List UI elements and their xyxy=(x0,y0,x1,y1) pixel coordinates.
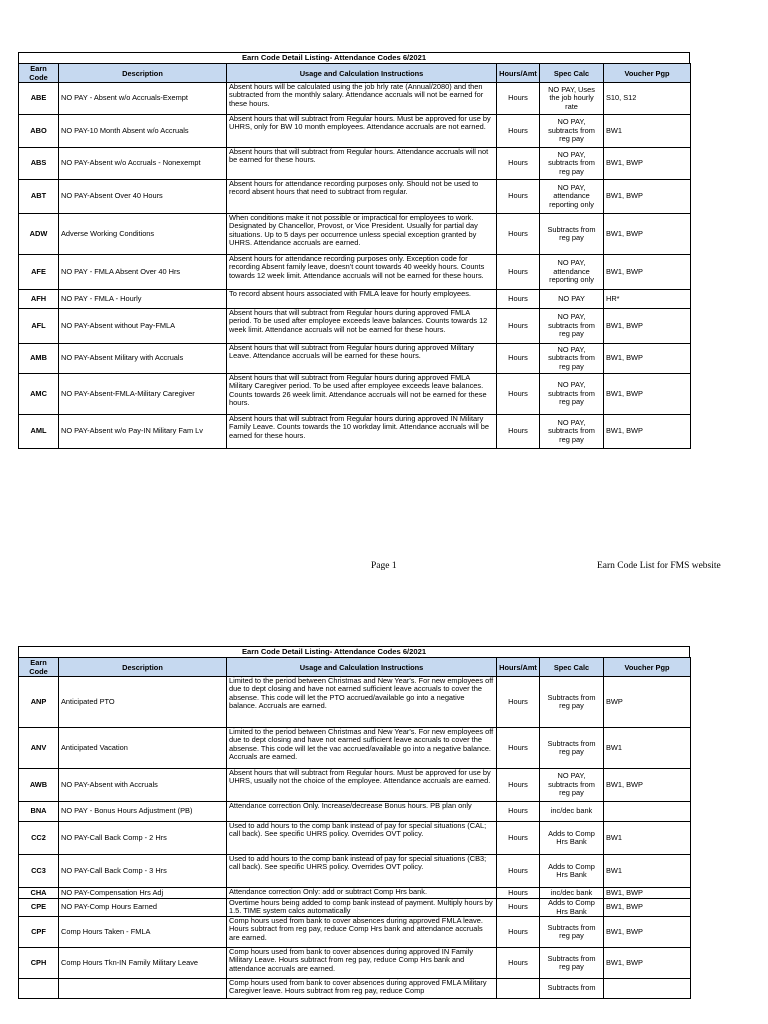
earn-code-cell xyxy=(19,979,59,999)
earn-code-cell: AWB xyxy=(19,769,59,802)
usage-cell: Attendance correction Only. Increase/decrease Bonus hours. PB plan only xyxy=(227,802,497,822)
voucher-cell: S10, S12 xyxy=(604,83,691,115)
hours-amt-cell: Hours xyxy=(497,148,540,180)
hours-amt-cell: Hours xyxy=(497,822,540,855)
earn-code-cell: ANV xyxy=(19,728,59,769)
earn-code-cell: CPE xyxy=(19,899,59,917)
table-row xyxy=(19,148,691,180)
spec-calc-cell: Adds to Comp Hrs Bank xyxy=(540,899,604,917)
usage-cell: Used to add hours to the comp bank instead of pay for special situations (CB3; call back). See specific UHRS policy. Overrides OVT policy. xyxy=(227,855,497,888)
table-row xyxy=(19,309,691,344)
usage-cell: Used to add hours to the comp bank instead of pay for special situations (CAL; call back). See specific UHRS policy. Overrides OVT policy. xyxy=(227,822,497,855)
hours-amt-cell xyxy=(497,979,540,999)
earn-code-cell: ADW xyxy=(19,214,59,255)
voucher-cell: BW1 xyxy=(604,855,691,888)
earn-code-cell: BNA xyxy=(19,802,59,822)
description-cell xyxy=(59,979,227,999)
spec-calc-cell: Subtracts from xyxy=(540,979,604,999)
col-header-voucher-pgp: Voucher Pgp xyxy=(604,64,691,83)
earn-code-table xyxy=(18,63,691,449)
usage-cell: Absent hours that will subtract from Regular hours during approved FMLA Military Caregiver period. To be used after employee exceeds leave balances. Counts towards 26 week limit. Attendance accruals will not be earned for these hours. xyxy=(227,374,497,415)
usage-cell: When conditions make it not possible or impractical for employees to work. Designated by Chancellor, Provost, or Vice President. Usually for partial day situations. Up to 5 days per occurrence unless special exception granted by UHRS. Attendance accruals are earned. xyxy=(227,214,497,255)
usage-cell: Absent hours that will subtract from Regular hours during approved Military Leave. Attendance accruals will be earned for these hours. xyxy=(227,344,497,374)
earn-code-cell: AMB xyxy=(19,344,59,374)
description-cell: Comp Hours Taken - FMLA xyxy=(59,917,227,948)
spec-calc-cell: Adds to Comp Hrs Bank xyxy=(540,822,604,855)
table-sheet-1 xyxy=(18,52,690,449)
description-cell: NO PAY-Absent w/o Pay-IN Military Fam Lv xyxy=(59,415,227,449)
voucher-cell xyxy=(604,979,691,999)
earn-code-cell: AFE xyxy=(19,255,59,290)
table-row xyxy=(19,374,691,415)
usage-cell: Absent hours that will subtract from Regular hours. Must be approved for use by UHRS, usually not the choice of the employee. Attendance accruals are earned. xyxy=(227,769,497,802)
col-header-spec-calc: Spec Calc xyxy=(540,64,604,83)
description-cell: NO PAY-Absent Military with Accruals xyxy=(59,344,227,374)
usage-cell: Comp hours used from bank to cover absences during approved FMLA Military Caregiver leave. Hours subtract from reg pay, reduce Comp xyxy=(227,979,497,999)
earn-code-cell: AML xyxy=(19,415,59,449)
earn-code-cell: CPF xyxy=(19,917,59,948)
col-header-hours-amt: Hours/Amt xyxy=(497,64,540,83)
col-header-spec-calc: Spec Calc xyxy=(540,658,604,677)
table-row xyxy=(19,802,691,822)
earn-code-cell: ANP xyxy=(19,677,59,728)
usage-cell: Absent hours that will subtract from Regular hours during approved IN Military Family Leave. Counts towards the 10 workday limit. Attendance accruals will be earned for these hours. xyxy=(227,415,497,449)
voucher-cell: BW1, BWP xyxy=(604,917,691,948)
hours-amt-cell: Hours xyxy=(497,728,540,769)
hours-amt-cell: Hours xyxy=(497,115,540,148)
voucher-cell: BW1 xyxy=(604,728,691,769)
hours-amt-cell: Hours xyxy=(497,83,540,115)
spec-calc-cell: NO PAY, subtracts from reg pay xyxy=(540,115,604,148)
table-row xyxy=(19,344,691,374)
description-cell: Anticipated PTO xyxy=(59,677,227,728)
voucher-cell: BW1, BWP xyxy=(604,415,691,449)
description-cell: NO PAY - FMLA Absent Over 40 Hrs xyxy=(59,255,227,290)
hours-amt-cell: Hours xyxy=(497,677,540,728)
table-row xyxy=(19,290,691,309)
hours-amt-cell: Hours xyxy=(497,769,540,802)
usage-cell: Limited to the period between Christmas and New Year's. For new employees off due to dept closing and have not earned sufficient leave accruals to cover the absense. This code will let the PTO accrued/available go into a negative balance. Accruals are earned. xyxy=(227,677,497,728)
col-header-usage: Usage and Calculation Instructions xyxy=(227,658,497,677)
usage-cell: Absent hours that will subtract from Regular hours. Must be approved for use by UHRS, only for BW 10 month employees. Attendance accruals are not earned. xyxy=(227,115,497,148)
earn-code-cell: AFH xyxy=(19,290,59,309)
description-cell: Anticipated Vacation xyxy=(59,728,227,769)
earn-code-cell: CPH xyxy=(19,948,59,979)
usage-cell: Absent hours that will subtract from Regular hours. Attendance accruals will not be earned for these hours. xyxy=(227,148,497,180)
description-cell: NO PAY-Absent w/o Accruals - Nonexempt xyxy=(59,148,227,180)
usage-cell: To record absent hours associated with FMLA leave for hourly employees. xyxy=(227,290,497,309)
hours-amt-cell: Hours xyxy=(497,917,540,948)
voucher-cell: BW1 xyxy=(604,822,691,855)
earn-code-cell: ABO xyxy=(19,115,59,148)
voucher-cell: BW1, BWP xyxy=(604,769,691,802)
earn-code-cell: AFL xyxy=(19,309,59,344)
usage-cell: Limited to the period between Christmas and New Year's. For new employees off due to dept closing and have not earned sufficient leave accruals to cover the absense. This code will let the vac accrued/available go into a negative balance. Accruals are earned. xyxy=(227,728,497,769)
description-cell: NO PAY - Bonus Hours Adjustment (PB) xyxy=(59,802,227,822)
usage-cell: Comp hours used from bank to cover absences during approved IN Family Military Leave. Hours subtract from reg pay, reduce Comp Hrs bank and attendance accruals are earned. xyxy=(227,948,497,979)
earn-code-table xyxy=(18,657,691,999)
earn-code-cell: CHA xyxy=(19,888,59,899)
voucher-cell: BW1, BWP xyxy=(604,899,691,917)
spec-calc-cell: inc/dec bank xyxy=(540,802,604,822)
spec-calc-cell: Adds to Comp Hrs Bank xyxy=(540,855,604,888)
hours-amt-cell: Hours xyxy=(497,214,540,255)
earn-code-cell: ABS xyxy=(19,148,59,180)
earn-code-cell: CC2 xyxy=(19,822,59,855)
table-row xyxy=(19,917,691,948)
table-row xyxy=(19,677,691,728)
voucher-cell xyxy=(604,802,691,822)
earn-code-cell: ABT xyxy=(19,180,59,214)
hours-amt-cell: Hours xyxy=(497,290,540,309)
table-row xyxy=(19,728,691,769)
col-header-earn-code: Earn Code xyxy=(19,658,59,677)
description-cell: NO PAY-Comp Hours Earned xyxy=(59,899,227,917)
table-row xyxy=(19,180,691,214)
usage-cell: Absent hours for attendance recording purposes only. Exception code for recording Absent family leave, doesn't count towards 40 weekly hours. Counts towards 12 week limit. Attendance accruals will not be earned for these hours. xyxy=(227,255,497,290)
voucher-cell: HR* xyxy=(604,290,691,309)
table-row xyxy=(19,979,691,999)
description-cell: Adverse Working Conditions xyxy=(59,214,227,255)
footer-caption: Earn Code List for FMS website xyxy=(597,561,721,571)
table-title: Earn Code Detail Listing- Attendance Codes 6/2021 xyxy=(18,52,690,63)
spec-calc-cell: NO PAY, subtracts from reg pay xyxy=(540,344,604,374)
description-cell: NO PAY-Absent-FMLA-Military Caregiver xyxy=(59,374,227,415)
voucher-cell: BW1, BWP xyxy=(604,374,691,415)
hours-amt-cell: Hours xyxy=(497,344,540,374)
spec-calc-cell: Subtracts from reg pay xyxy=(540,917,604,948)
description-cell: NO PAY-Absent Over 40 Hours xyxy=(59,180,227,214)
header-row xyxy=(19,658,691,677)
voucher-cell: BW1, BWP xyxy=(604,888,691,899)
spec-calc-cell: NO PAY, subtracts from reg pay xyxy=(540,309,604,344)
description-cell: NO PAY-Call Back Comp - 3 Hrs xyxy=(59,855,227,888)
voucher-cell: BW1, BWP xyxy=(604,948,691,979)
spec-calc-cell: Subtracts from reg pay xyxy=(540,677,604,728)
spec-calc-cell: inc/dec bank xyxy=(540,888,604,899)
voucher-cell: BW1, BWP xyxy=(604,180,691,214)
voucher-cell: BW1, BWP xyxy=(604,344,691,374)
table-row xyxy=(19,255,691,290)
spec-calc-cell: NO PAY, Uses the job hourly rate xyxy=(540,83,604,115)
table-row xyxy=(19,115,691,148)
spec-calc-cell: Subtracts from reg pay xyxy=(540,214,604,255)
spec-calc-cell: NO PAY, subtracts from reg pay xyxy=(540,374,604,415)
spec-calc-cell: NO PAY, subtracts from reg pay xyxy=(540,148,604,180)
table-row xyxy=(19,822,691,855)
hours-amt-cell: Hours xyxy=(497,802,540,822)
voucher-cell: BW1, BWP xyxy=(604,309,691,344)
usage-cell: Attendance correction Only: add or subtract Comp Hrs bank. xyxy=(227,888,497,899)
spec-calc-cell: NO PAY, subtracts from reg pay xyxy=(540,415,604,449)
col-header-description: Description xyxy=(59,658,227,677)
table-row xyxy=(19,948,691,979)
col-header-voucher-pgp: Voucher Pgp xyxy=(604,658,691,677)
page-number: Page 1 xyxy=(371,561,397,571)
description-cell: NO PAY-10 Month Absent w/o Accruals xyxy=(59,115,227,148)
voucher-cell: BW1, BWP xyxy=(604,255,691,290)
header-row xyxy=(19,64,691,83)
description-cell: Comp Hours Tkn-IN Family Military Leave xyxy=(59,948,227,979)
hours-amt-cell: Hours xyxy=(497,180,540,214)
table-row xyxy=(19,415,691,449)
hours-amt-cell: Hours xyxy=(497,855,540,888)
hours-amt-cell: Hours xyxy=(497,255,540,290)
col-header-description: Description xyxy=(59,64,227,83)
voucher-cell: BWP xyxy=(604,677,691,728)
table-row xyxy=(19,83,691,115)
description-cell: NO PAY-Call Back Comp - 2 Hrs xyxy=(59,822,227,855)
earn-code-cell: ABE xyxy=(19,83,59,115)
hours-amt-cell: Hours xyxy=(497,309,540,344)
table-row xyxy=(19,214,691,255)
table-row xyxy=(19,855,691,888)
table-row xyxy=(19,899,691,917)
table-row xyxy=(19,888,691,899)
col-header-earn-code: Earn Code xyxy=(19,64,59,83)
usage-cell: Absent hours that will subtract from Regular hours during approved FMLA period. To be used after employee exceeds leave balances. Counts towards 12 week limit. Attendance accruals will not be earned for these hours. xyxy=(227,309,497,344)
table-sheet-2 xyxy=(18,646,690,999)
hours-amt-cell: Hours xyxy=(497,948,540,979)
spec-calc-cell: NO PAY, attendance reporting only xyxy=(540,255,604,290)
hours-amt-cell: Hours xyxy=(497,899,540,917)
usage-cell: Comp hours used from bank to cover absences during approved FMLA leave. Hours subtract from reg pay, reduce Comp Hrs bank and attendance accruals are earned. xyxy=(227,917,497,948)
spec-calc-cell: Subtracts from reg pay xyxy=(540,948,604,979)
col-header-usage: Usage and Calculation Instructions xyxy=(227,64,497,83)
description-cell: NO PAY - Absent w/o Accruals-Exempt xyxy=(59,83,227,115)
spec-calc-cell: NO PAY, attendance reporting only xyxy=(540,180,604,214)
col-header-hours-amt: Hours/Amt xyxy=(497,658,540,677)
voucher-cell: BW1, BWP xyxy=(604,148,691,180)
earn-code-cell: AMC xyxy=(19,374,59,415)
table-row xyxy=(19,769,691,802)
hours-amt-cell: Hours xyxy=(497,374,540,415)
hours-amt-cell: Hours xyxy=(497,415,540,449)
usage-cell: Absent hours will be calculated using the job hrly rate (Annual/2080) and then subtracted from the monthly salary. Attendance accruals will not be earned for these hours. xyxy=(227,83,497,115)
spec-calc-cell: NO PAY, subtracts from reg pay xyxy=(540,769,604,802)
spec-calc-cell: NO PAY xyxy=(540,290,604,309)
description-cell: NO PAY-Absent with Accruals xyxy=(59,769,227,802)
description-cell: NO PAY-Compensation Hrs Adj xyxy=(59,888,227,899)
voucher-cell: BW1 xyxy=(604,115,691,148)
usage-cell: Absent hours for attendance recording purposes only. Should not be used to record absent hours that need to subtract from regular. xyxy=(227,180,497,214)
table-title: Earn Code Detail Listing- Attendance Codes 6/2021 xyxy=(18,646,690,657)
spec-calc-cell: Subtracts from reg pay xyxy=(540,728,604,769)
usage-cell: Overtime hours being added to comp bank instead of payment. Multiply hours by 1.5. TIME system calcs automatically xyxy=(227,899,497,917)
earn-code-cell: CC3 xyxy=(19,855,59,888)
description-cell: NO PAY - FMLA - Hourly xyxy=(59,290,227,309)
hours-amt-cell: Hours xyxy=(497,888,540,899)
description-cell: NO PAY-Absent without Pay-FMLA xyxy=(59,309,227,344)
voucher-cell: BW1, BWP xyxy=(604,214,691,255)
